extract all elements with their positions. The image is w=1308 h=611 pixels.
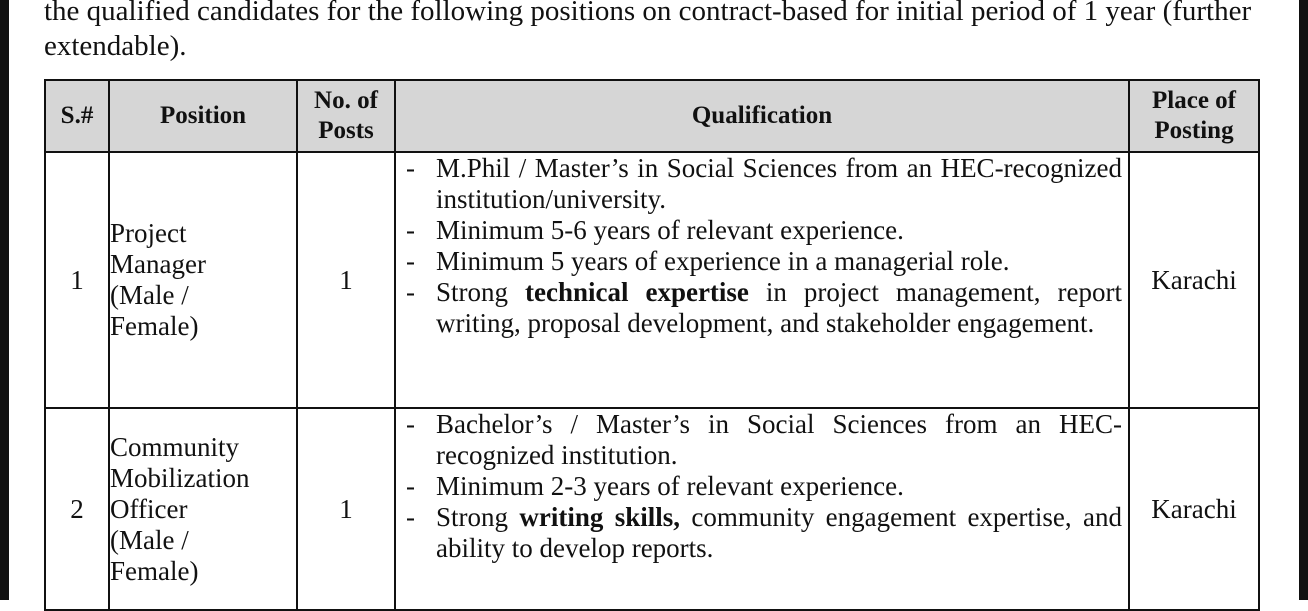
position-line: Project — [110, 218, 187, 248]
dash-bullet: - — [406, 246, 415, 276]
table-row — [45, 152, 1259, 408]
table-row — [45, 408, 1259, 610]
qualification-item — [396, 409, 1122, 471]
position-line: Officer — [110, 493, 188, 524]
position-line: (Male / — [110, 280, 189, 310]
qualification-list — [396, 153, 1128, 339]
row-qualification — [395, 408, 1129, 610]
header-posts — [297, 80, 395, 152]
qualification-text: Minimum 5 years of experience in a managerial role. — [436, 246, 1010, 276]
intro-paragraph: the qualified candidates for the following positions on contract-based for initial period of 1 year (further extendable). — [44, 0, 1252, 62]
row-sn: 2 — [45, 408, 109, 610]
position-line: Manager — [110, 249, 206, 279]
header-qualification: Qualification — [395, 80, 1129, 152]
row-posts: 1 — [297, 408, 395, 610]
qualification-text-after: in project management, report writing, proposal development, and stakeholder engagement. — [436, 277, 1122, 338]
header-place-line2: Posting — [1154, 117, 1234, 144]
row-place: Karachi — [1129, 408, 1259, 610]
qualification-item — [396, 502, 1122, 564]
row-position — [109, 152, 297, 408]
position-line: Female) — [110, 311, 199, 341]
qualification-item — [396, 277, 1122, 339]
qualification-item — [396, 215, 1122, 246]
position-line: Community — [110, 431, 240, 462]
dash-bullet: - — [406, 215, 415, 245]
dash-bullet: - — [406, 153, 415, 183]
position-line: Female) — [110, 555, 199, 586]
row-position — [109, 408, 297, 610]
qualification-text-before: Strong — [436, 277, 525, 307]
dash-bullet: - — [406, 409, 415, 439]
table-header-row — [45, 80, 1259, 152]
row-place: Karachi — [1129, 152, 1259, 408]
row-qualification — [395, 152, 1129, 408]
position-line: (Male / — [110, 524, 189, 555]
qualification-text: Minimum 2-3 years of relevant experience. — [436, 471, 904, 501]
qualification-item — [396, 153, 1122, 215]
qualification-item — [396, 246, 1122, 277]
position-line: Mobilization — [110, 462, 250, 493]
positions-table — [44, 79, 1260, 611]
row-sn: 1 — [45, 152, 109, 408]
qualification-text-after: community engagement expertise, and ability to develop reports. — [436, 502, 1122, 563]
header-sn: S.# — [45, 80, 109, 152]
qualification-item — [396, 471, 1122, 502]
header-place-line1: Place of — [1152, 87, 1236, 114]
row-posts: 1 — [297, 152, 395, 408]
header-position: Position — [109, 80, 297, 152]
dash-bullet: - — [406, 502, 415, 532]
header-posts-line1: No. of — [314, 87, 378, 114]
header-place — [1129, 80, 1259, 152]
dash-bullet: - — [406, 277, 415, 307]
header-posts-line2: Posts — [318, 117, 374, 144]
qualification-text: Bachelor’s / Master’s in Social Sciences from an HEC-recognized institution. — [436, 409, 1122, 470]
dash-bullet: - — [406, 471, 415, 501]
qualification-text: Minimum 5-6 years of relevant experience. — [436, 215, 904, 245]
qualification-list — [396, 409, 1128, 564]
qualification-text-bold: technical expertise — [525, 277, 749, 307]
qualification-text-bold: writing skills, — [519, 502, 680, 532]
qualification-text: M.Phil / Master’s in Social Sciences from an HEC-recognized institution/university. — [436, 153, 1122, 214]
qualification-text-before: Strong — [436, 502, 520, 532]
